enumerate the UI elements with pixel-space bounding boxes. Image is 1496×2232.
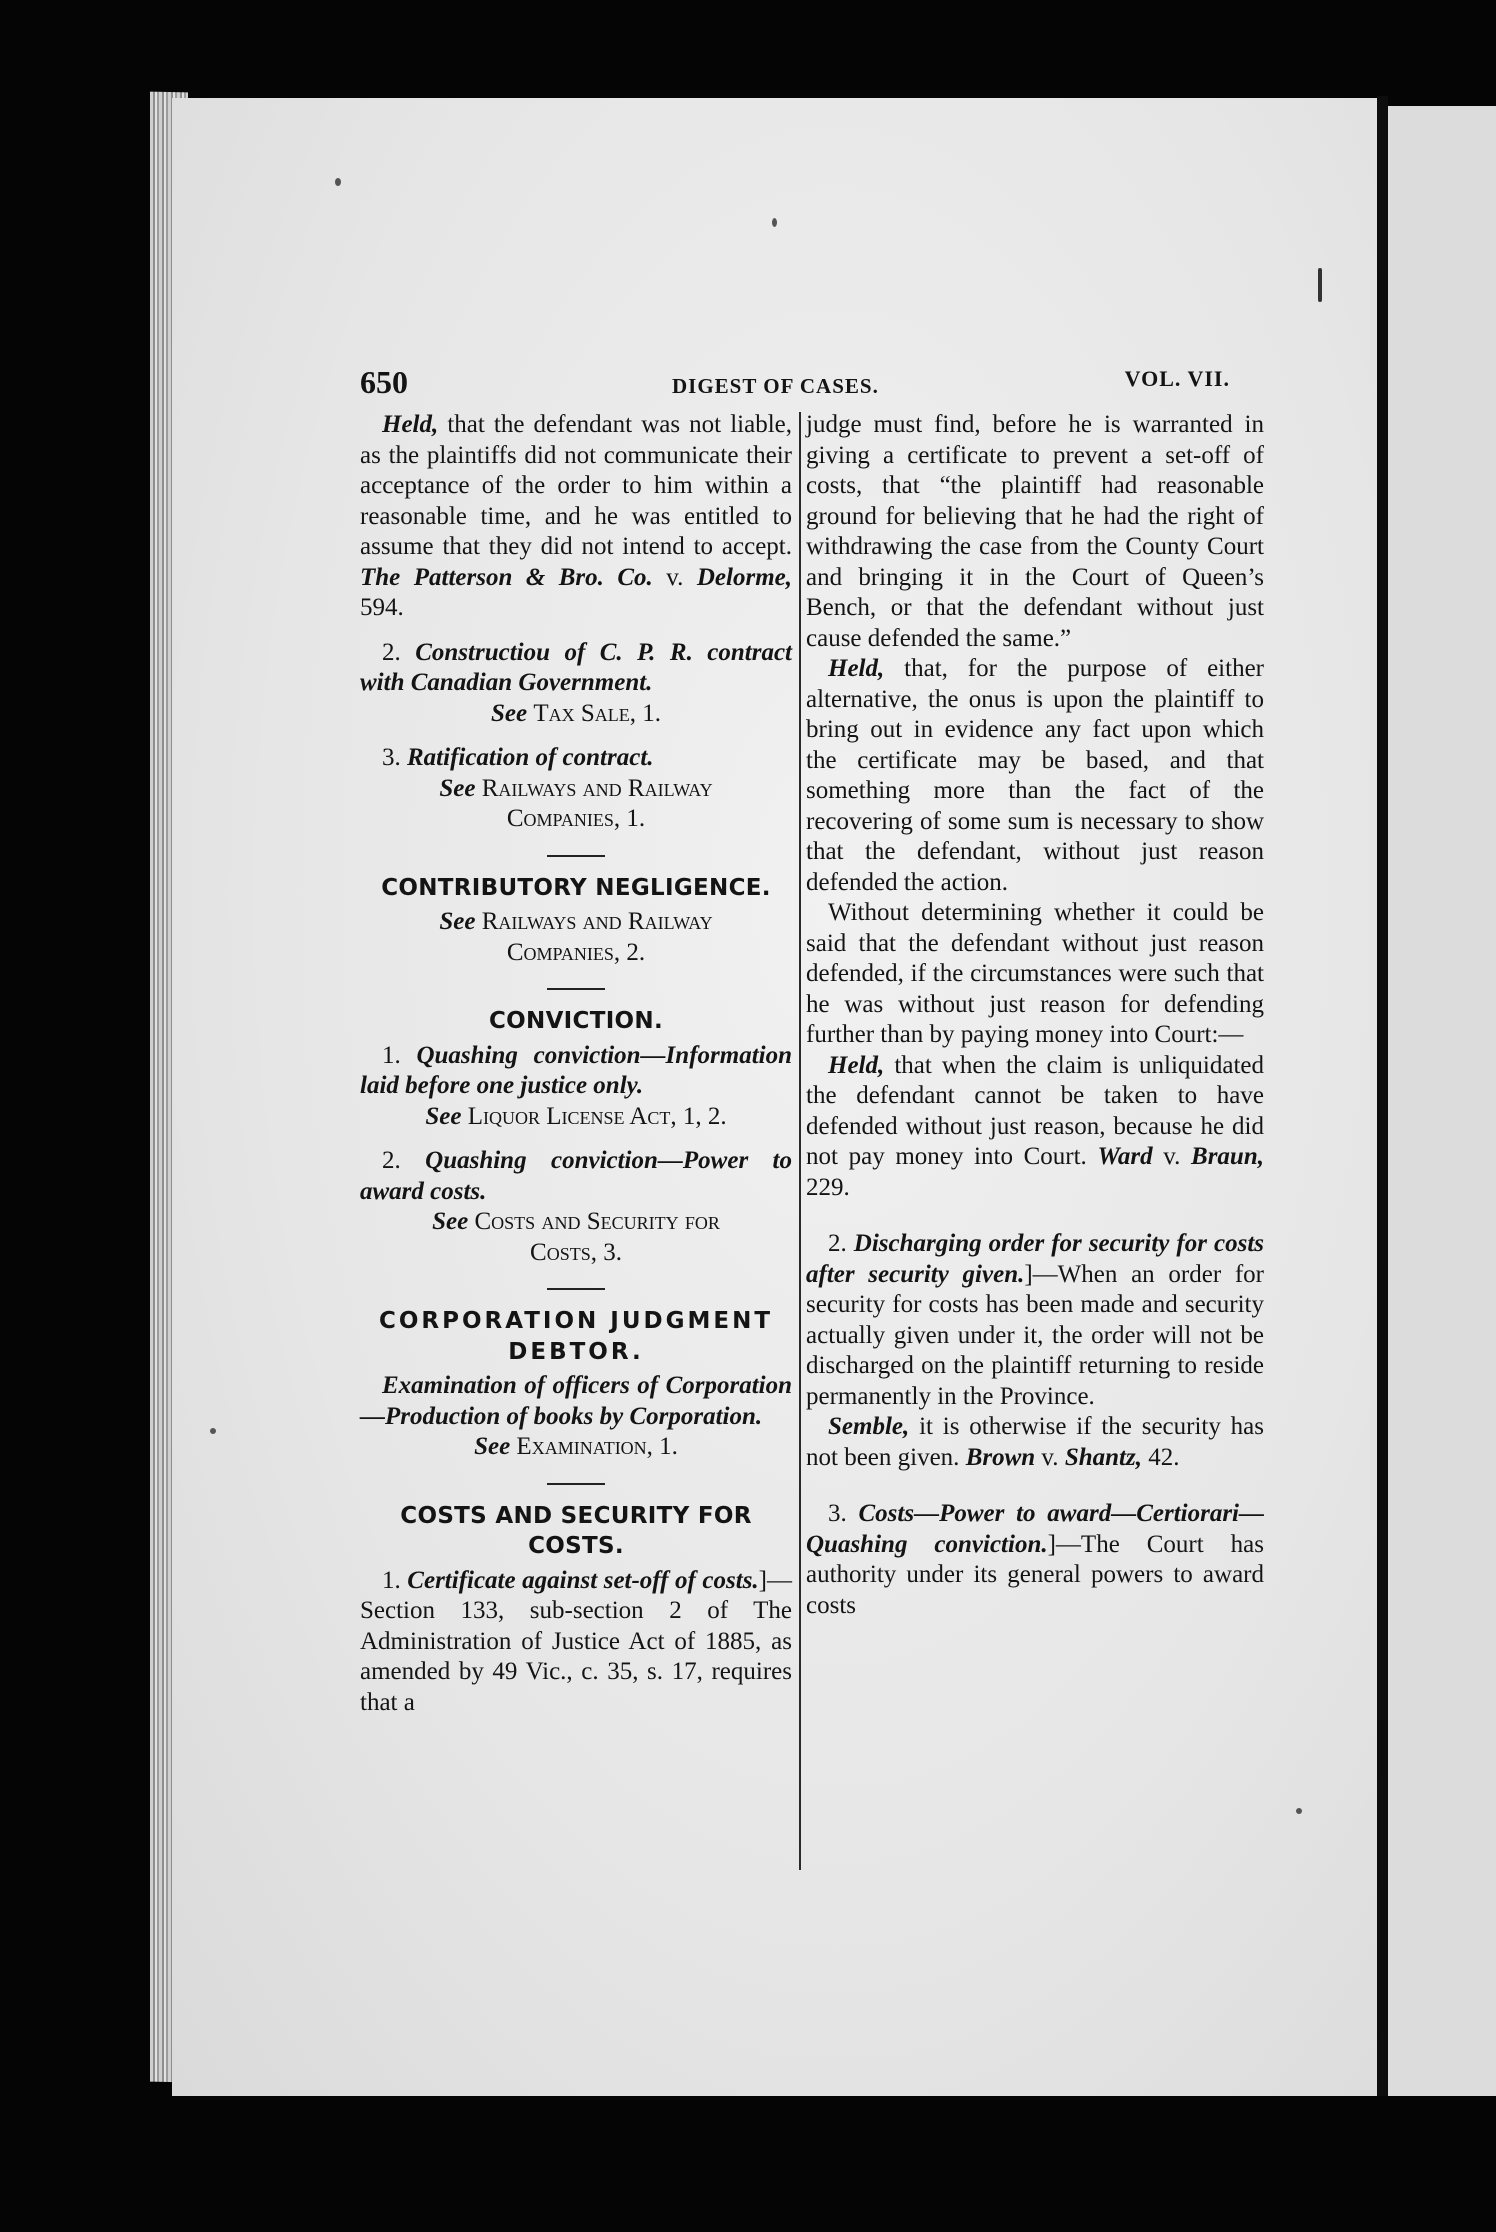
case-page: 229. (806, 1173, 850, 1201)
held-lead: Held, (828, 655, 885, 682)
see-reference (360, 907, 792, 938)
entry-title: Ratification of contract. (407, 744, 654, 771)
paper-speck (1318, 268, 1322, 302)
see-label: See (425, 1102, 468, 1130)
section-heading-conviction: CONVICTION. (488, 1008, 663, 1034)
entry-text: ]—The Court has authority under its general powers to award costs (806, 1530, 1264, 1619)
entry-number: 3. (382, 744, 407, 771)
section-rule (547, 855, 605, 857)
paper-speck (335, 178, 341, 186)
case-name: The Patterson & Bro. Co. (360, 563, 653, 591)
case-page: 42. (1141, 1443, 1180, 1471)
semble-lead: Semble, (828, 1413, 910, 1440)
running-title: DIGEST OF CASES. (672, 374, 879, 398)
case-name: Shantz, (1064, 1443, 1142, 1471)
entry-title: Examination of officers of Corporation—Production of books by Corporation. (360, 1372, 792, 1430)
semble-text: it is otherwise if the security has not been given. (806, 1413, 1264, 1471)
semble-paragraph (806, 1412, 1264, 1473)
versus: v. (1152, 1143, 1192, 1170)
entry-item-1 (360, 1566, 792, 1719)
paper-speck (1296, 1808, 1302, 1814)
see-reference (360, 1207, 792, 1238)
heading-line: CORPORATION JUDGMENT (378, 1308, 774, 1334)
case-name: Braun, (1191, 1143, 1264, 1170)
facing-page-edge (1388, 106, 1496, 2096)
see-label: See (474, 1433, 517, 1460)
reference-text: Railways and Railway (481, 908, 713, 935)
section-rule (547, 1288, 605, 1290)
see-reference (360, 699, 792, 730)
case-name: Ward (1097, 1143, 1153, 1170)
entry-number: 1. (382, 1566, 408, 1594)
entry-item-2 (360, 638, 792, 699)
held-lead: Held, (382, 411, 439, 438)
entry-item-2 (806, 1229, 1264, 1412)
reference-text: Costs, 3. (530, 1238, 622, 1266)
entry-number: 3. (828, 1500, 859, 1527)
entry-item-3 (360, 743, 792, 774)
entry-text: ]—When an order for security for costs has been made and security actually given under it, the order will not be discharged on the plaintiff returning to reside permanently in the Province. (806, 1260, 1264, 1410)
column-divider (799, 412, 801, 1870)
section-heading-costs-and-security: COSTS AND SECURITY FOR COSTS. (400, 1502, 752, 1559)
entry-title: Certificate against set-off of costs. (407, 1566, 759, 1594)
entry-item-3 (806, 1499, 1264, 1621)
held-text: that the defendant was not liable, as the plaintiffs did not communicate their acceptance of the order to him within a reasonable time, and he was entitled to assume that they did not intend to accept. (360, 411, 792, 560)
case-name: Delorme, (696, 563, 792, 591)
entry-title: Constructiou of C. P. R. contract with Canadian Government. (360, 638, 793, 696)
entry-text: ]—Section 133, sub-section 2 of The Administration of Justice Act of 1885, as amended by 49 Vic., c. 35, s. 17, requires that a (360, 1566, 792, 1716)
versus: v. (652, 563, 697, 591)
section-heading-contributory-negligence: CONTRIBUTORY NEGLIGENCE. (381, 874, 771, 901)
see-label: See (439, 774, 482, 802)
section-rule (547, 1483, 605, 1485)
left-column (360, 410, 792, 1718)
page-header (360, 364, 1230, 404)
entry-number: 2. (828, 1230, 854, 1257)
see-reference-cont (360, 938, 792, 969)
entry-number: 2. (382, 1147, 426, 1174)
section-rule (547, 988, 605, 990)
entry-number: 1. (382, 1041, 417, 1069)
held-paragraph (806, 654, 1264, 898)
section-heading-corporation-judgment-debtor (360, 1306, 792, 1367)
entry-title: Quashing conviction—Power to award costs. (360, 1147, 793, 1205)
see-reference (360, 774, 792, 805)
held-lead: Held, (828, 1051, 885, 1079)
versus: v. (1035, 1443, 1065, 1471)
entry-title: Quashing conviction—Information laid before one justice only. (360, 1041, 792, 1099)
reference-text: Tax Sale, 1. (533, 699, 662, 727)
reference-text: Costs and Security for (474, 1208, 720, 1235)
right-column (806, 410, 1264, 1621)
continued-paragraph: judge must find, before he is warranted in giving a certificate to prevent a set-off of costs, that “the plaintiff had reasonable ground for believing that he had the right of withdrawing the case from the County Court and bringing it in the Court of Queen’s Bench, or that the defendant without just cause defended the same.” (806, 411, 1264, 652)
reference-text: Companies, 1. (506, 805, 646, 832)
without-paragraph: Without determining whether it could be said that the defendant without just reason defended, if the circumstances were such that he was without just reason for defending further than by paying money into Court:— (806, 899, 1264, 1048)
reference-text: Examination, 1. (516, 1433, 678, 1460)
reference-text: Liquor License Act, 1, 2. (467, 1102, 727, 1130)
case-page: 594. (360, 594, 404, 621)
case-name: Brown (965, 1443, 1036, 1471)
held-text: that when the claim is unliquidated the defendant cannot be taken to have defended without just reason, because he did not pay money into Court. (806, 1051, 1264, 1170)
entry-title: Discharging order for security for costs after security given. (806, 1230, 1265, 1288)
volume-label: VOL. VII. (1124, 366, 1230, 391)
book-spine (1377, 96, 1388, 2096)
page-number: 650 (360, 364, 408, 400)
held-paragraph (806, 1051, 1264, 1204)
heading-line: DEBTOR. (508, 1338, 644, 1365)
entry-title: Costs—Power to award—Certiorari—Quashing conviction. (806, 1500, 1264, 1558)
see-label: See (439, 908, 482, 935)
reference-text: Companies, 2. (506, 938, 646, 966)
held-paragraph (360, 410, 792, 624)
entry-item-1 (360, 1041, 792, 1102)
see-reference-cont (360, 1238, 792, 1269)
see-label: See (432, 1208, 475, 1235)
held-text: that, for the purpose of either alternative, the onus is upon the plaintiff to bring out in evidence any fact upon which the certificate may be based, and that something more than the fact of the recovering of some sum is necessary to show that the defendant, without just reason defended the action. (806, 655, 1264, 896)
see-reference-cont (360, 804, 792, 835)
reference-text: Railways and Railway (481, 774, 713, 802)
entry-number: 2. (382, 638, 416, 666)
entry-item-2 (360, 1146, 792, 1207)
see-reference (360, 1432, 792, 1463)
see-reference (360, 1102, 792, 1133)
paper-speck (772, 218, 777, 227)
paper-speck (210, 1428, 216, 1434)
see-label: See (490, 699, 534, 727)
